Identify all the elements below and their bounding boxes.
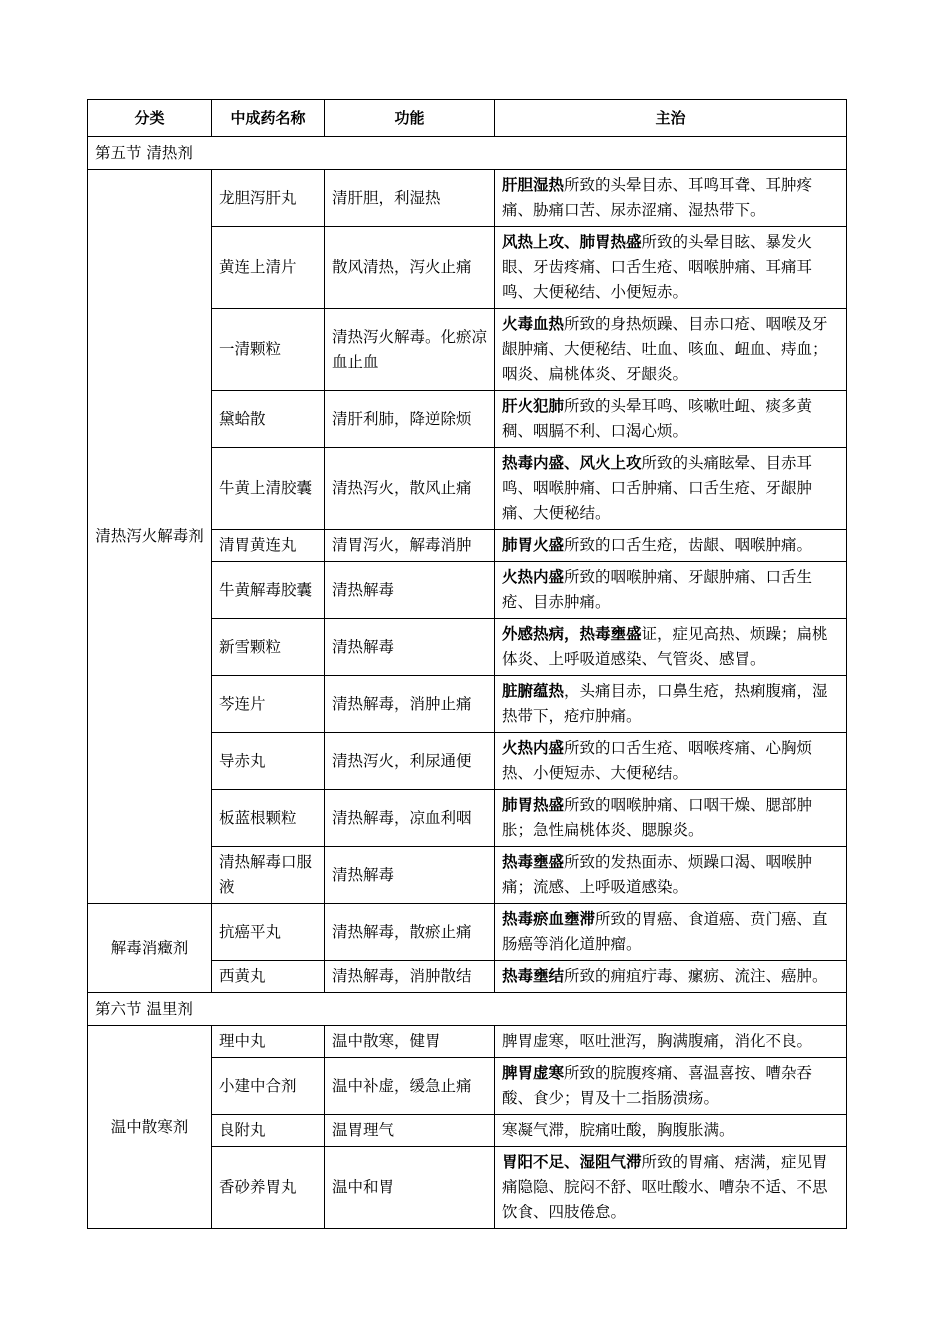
indication-keyword: 外感热病，热毒壅盛 (502, 625, 642, 643)
indication-keyword: 热毒内盛、风火上攻 (502, 454, 642, 472)
indication-text: 所致的头晕目眩、暴发火眼、牙齿疼痛、口舌生疮、咽喉肿痛、耳痛耳鸣、大便秘结、小便短赤。 (502, 233, 813, 301)
medicine-name-cell: 西黄丸 (212, 961, 325, 993)
medicine-name-cell: 香砂养胃丸 (212, 1147, 325, 1229)
function-cell: 清热解毒，消肿止痛 (325, 676, 495, 733)
indication-cell (495, 1026, 847, 1058)
indication-text: 寒凝气滞，脘痛吐酸，胸腹胀满。 (502, 1121, 735, 1139)
indication-keyword: 肝胆湿热 (502, 176, 565, 194)
indication-keyword: 肺胃火盛 (502, 536, 565, 554)
indication-cell (495, 961, 847, 993)
medicine-name-cell: 芩连片 (212, 676, 325, 733)
header-row (88, 100, 847, 137)
indication-text: 所致的咽喉肿痛、口咽干燥、腮部肿胀；急性扁桃体炎、腮腺炎。 (502, 796, 813, 839)
function-cell: 清热解毒，消肿散结 (325, 961, 495, 993)
function-cell: 清热泻火解毒。化瘀凉血止血 (325, 309, 495, 391)
header-indication: 主治 (495, 100, 847, 137)
function-cell: 清肝利肺，降逆除烦 (325, 391, 495, 448)
function-cell: 清胃泻火，解毒消肿 (325, 530, 495, 562)
medicine-name-cell: 牛黄上清胶囊 (212, 448, 325, 530)
indication-text: 所致的头晕耳鸣、咳嗽吐衄、痰多黄稠、咽膈不利、口渴心烦。 (502, 397, 813, 440)
indication-text: 所致的口舌生疮、咽喉疼痛、心胸烦热、小便短赤、大便秘结。 (502, 739, 813, 782)
function-cell: 清热解毒，散瘀止痛 (325, 904, 495, 961)
section-row (88, 993, 847, 1026)
indication-text: 所致的脘腹疼痛、喜温喜按、嘈杂吞酸、食少；胃及十二指肠溃疡。 (502, 1064, 813, 1107)
indication-cell (495, 1058, 847, 1115)
function-cell: 温中补虚，缓急止痛 (325, 1058, 495, 1115)
function-cell: 清肝胆，利湿热 (325, 170, 495, 227)
function-cell: 清热解毒，凉血利咽 (325, 790, 495, 847)
medicine-name-cell: 导赤丸 (212, 733, 325, 790)
indication-cell (495, 309, 847, 391)
indication-keyword: 胃阳不足、湿阻气滞 (502, 1153, 642, 1171)
medicine-name-cell: 清热解毒口服液 (212, 847, 325, 904)
indication-keyword: 肺胃热盛 (502, 796, 565, 814)
indication-text: 所致的口舌生疮，齿龈、咽喉肿痛。 (564, 536, 813, 554)
medicine-name-cell: 牛黄解毒胶囊 (212, 562, 325, 619)
medicine-name-cell: 良附丸 (212, 1115, 325, 1147)
indication-cell (495, 391, 847, 448)
header-function: 功能 (325, 100, 495, 137)
section-row (88, 137, 847, 170)
indication-cell (495, 562, 847, 619)
indication-keyword: 脏腑蕴热 (502, 682, 565, 700)
category-cell: 解毒消癥剂 (88, 904, 212, 993)
indication-keyword: 热毒壅盛 (502, 853, 565, 871)
indication-cell (495, 227, 847, 309)
indication-keyword: 脾胃虚寒 (502, 1064, 565, 1082)
indication-keyword: 火热内盛 (502, 739, 565, 757)
function-cell: 清热解毒 (325, 847, 495, 904)
indication-cell (495, 1115, 847, 1147)
indication-text: 所致的胃癌、食道癌、贲门癌、直肠癌等消化道肿瘤。 (502, 910, 828, 953)
indication-cell (495, 733, 847, 790)
indication-keyword: 肝火犯肺 (502, 397, 565, 415)
function-cell: 散风清热，泻火止痛 (325, 227, 495, 309)
medicine-name-cell: 黛蛤散 (212, 391, 325, 448)
medicine-name-cell: 黄连上清片 (212, 227, 325, 309)
function-cell: 清热泻火，散风止痛 (325, 448, 495, 530)
medicine-name-cell: 小建中合剂 (212, 1058, 325, 1115)
table-row (88, 170, 847, 227)
indication-keyword: 热毒壅结 (502, 967, 565, 985)
table-row (88, 1026, 847, 1058)
medicine-table (87, 99, 847, 1229)
table-body (88, 137, 847, 1229)
medicine-name-cell: 清胃黄连丸 (212, 530, 325, 562)
indication-keyword: 火热内盛 (502, 568, 565, 586)
indication-keyword: 风热上攻、肺胃热盛 (502, 233, 642, 251)
indication-text: 所致的咽喉肿痛、牙龈肿痛、口舌生疮、目赤肿痛。 (502, 568, 813, 611)
medicine-name-cell: 新雪颗粒 (212, 619, 325, 676)
indication-cell (495, 170, 847, 227)
section-title: 第六节 温里剂 (88, 993, 847, 1026)
medicine-name-cell: 抗癌平丸 (212, 904, 325, 961)
medicine-name-cell: 一清颗粒 (212, 309, 325, 391)
indication-text: 所致的身热烦躁、目赤口疮、咽喉及牙龈肿痛、大便秘结、吐血、咳血、衄血、痔血；咽炎、扁桃体炎、牙龈炎。 (502, 315, 828, 383)
indication-cell (495, 847, 847, 904)
indication-cell (495, 619, 847, 676)
category-cell: 温中散寒剂 (88, 1026, 212, 1229)
function-cell: 温胃理气 (325, 1115, 495, 1147)
indication-cell (495, 448, 847, 530)
category-cell: 清热泻火解毒剂 (88, 170, 212, 904)
indication-cell (495, 676, 847, 733)
medicine-name-cell: 板蓝根颗粒 (212, 790, 325, 847)
indication-text: ，头痛目赤，口鼻生疮，热痢腹痛，湿热带下，疮疖肿痛。 (502, 682, 828, 725)
indication-text: 证，症见高热、烦躁；扁桃体炎、上呼吸道感染、气管炎、感冒。 (502, 625, 828, 668)
function-cell: 温中散寒，健胃 (325, 1026, 495, 1058)
indication-keyword: 热毒瘀血壅滞 (502, 910, 596, 928)
medicine-name-cell: 理中丸 (212, 1026, 325, 1058)
indication-cell (495, 904, 847, 961)
indication-cell (495, 1147, 847, 1229)
function-cell: 清热解毒 (325, 619, 495, 676)
function-cell: 清热解毒 (325, 562, 495, 619)
indication-text: 所致的头晕目赤、耳鸣耳聋、耳肿疼痛、胁痛口苦、尿赤涩痛、湿热带下。 (502, 176, 813, 219)
indication-text: 所致的胃痛、痞满，症见胃痛隐隐、脘闷不舒、呕吐酸水、嘈杂不适、不思饮食、四肢倦怠。 (502, 1153, 828, 1221)
indication-text: 所致的发热面赤、烦躁口渴、咽喉肿痛；流感、上呼吸道感染。 (502, 853, 813, 896)
indication-cell (495, 530, 847, 562)
table-row (88, 904, 847, 961)
section-title: 第五节 清热剂 (88, 137, 847, 170)
header-medicine-name: 中成药名称 (212, 100, 325, 137)
indication-text: 脾胃虚寒，呕吐泄泻，胸满腹痛，消化不良。 (502, 1032, 813, 1050)
indication-cell (495, 790, 847, 847)
medicine-name-cell: 龙胆泻肝丸 (212, 170, 325, 227)
indication-text: 所致的头痛眩晕、目赤耳鸣、咽喉肿痛、口舌肿痛、口舌生疮、牙龈肿痛、大便秘结。 (502, 454, 813, 522)
function-cell: 清热泻火，利尿通便 (325, 733, 495, 790)
indication-keyword: 火毒血热 (502, 315, 565, 333)
indication-text: 所致的痈疽疔毒、瘰疬、流注、癌肿。 (564, 967, 828, 985)
header-category: 分类 (88, 100, 212, 137)
function-cell: 温中和胃 (325, 1147, 495, 1229)
